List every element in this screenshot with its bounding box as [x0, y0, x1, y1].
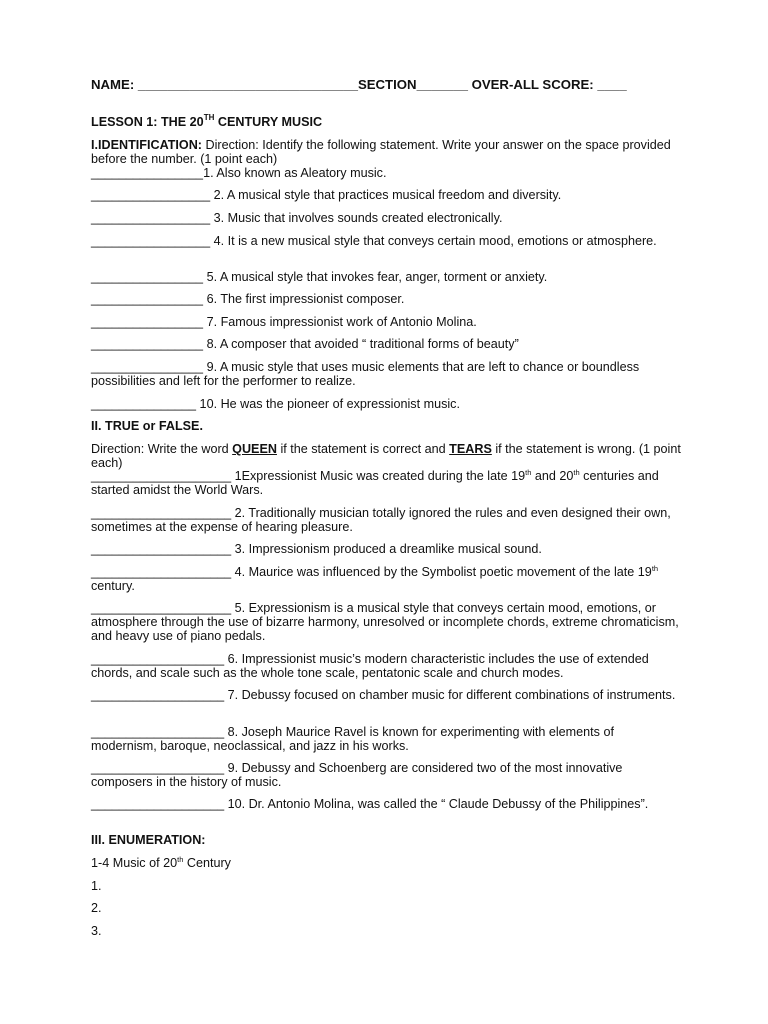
answer-blank: ____________________ [91, 601, 232, 615]
prompt-sup: th [177, 854, 184, 864]
lesson-title [91, 112, 323, 129]
item-text: 4. It is a new musical style that conveys certain mood, emotions or atmosphere. [210, 234, 657, 248]
lesson-title-prefix: LESSON 1: THE 20 [91, 115, 204, 129]
answer-blank: ____________________ [91, 506, 232, 520]
identification-item-7 [91, 315, 681, 329]
enumeration-heading: III. ENUMERATION: [91, 833, 206, 847]
true-false-item-1 [91, 469, 681, 497]
answer-blank: _________________ [91, 234, 211, 248]
true-false-item-4 [91, 565, 681, 593]
item-sup: th [525, 467, 532, 477]
answer-blank: ________________ [91, 292, 204, 306]
answer-blank: ___________________ [91, 688, 225, 702]
identification-direction [91, 138, 681, 166]
direction-text: Direction: Write the word [91, 442, 233, 456]
name-blank: ______________________________ [137, 77, 358, 92]
word-true: QUEEN [232, 442, 277, 456]
answer-blank: ___________________ [91, 761, 225, 775]
identification-item-5 [91, 270, 681, 284]
item-text: 7. Famous impressionist work of Antonio Molina. [203, 315, 477, 329]
answer-blank: _________________ [91, 188, 211, 202]
answer-blank: ________________ [91, 166, 204, 180]
word-false: TEARS [449, 442, 492, 456]
item-text: 6. Impressionist music’s modern characteristic includes the use of extended chords, and scale such as the whole tone scale, pentatonic scale and church modes. [91, 652, 649, 680]
true-false-item-9 [91, 761, 681, 789]
answer-blank: ________________ [91, 360, 204, 374]
identification-item-8 [91, 337, 681, 351]
true-false-item-2 [91, 506, 681, 534]
identification-item-4 [91, 234, 681, 248]
section-blank: _______ [416, 77, 468, 92]
answer-blank: ________________ [91, 337, 204, 351]
item-text: 3. Impressionism produced a dreamlike musical sound. [231, 542, 542, 556]
identification-item-3 [91, 211, 681, 225]
item-text: 1Expressionist Music was created during the late 19 [231, 469, 526, 483]
item-text: 5. A musical style that invokes fear, anger, torment or anxiety. [203, 270, 548, 284]
true-false-item-3 [91, 542, 681, 556]
item-text: 6. The first impressionist composer. [203, 292, 405, 306]
identification-item-6 [91, 292, 681, 306]
true-false-item-10 [91, 797, 681, 811]
answer-blank: ____________________ [91, 542, 232, 556]
item-text: 1. Also known as Aleatory music. [203, 166, 387, 180]
item-text: and 20 [531, 469, 574, 483]
answer-blank: ___________________ [91, 725, 225, 739]
identification-item-2 [91, 188, 681, 202]
item-text: 2. A musical style that practices musical freedom and diversity. [210, 188, 562, 202]
identification-item-9 [91, 360, 681, 388]
name-label: NAME: [91, 77, 135, 92]
answer-blank: ________________ [91, 315, 204, 329]
item-text: centuries and started amidst the World Wars. [91, 469, 659, 497]
lesson-title-suffix: CENTURY MUSIC [214, 115, 323, 129]
true-false-item-7 [91, 688, 681, 702]
item-text: 3. Music that involves sounds created electronically. [210, 211, 503, 225]
item-sup: th [651, 563, 659, 573]
answer-blank: ____________________ [91, 565, 232, 579]
enumeration-line-2: 2. [91, 901, 102, 915]
direction-text: if the statement is correct and [276, 442, 450, 456]
item-text: 5. Expressionism is a musical style that conveys certain mood, emotions, or atmosphere through the use of bizarre harmony, unresolved or incomplete chords, extreme chromaticism, and heavy use of piano pedals. [91, 601, 679, 643]
item-text: 7. Debussy focused on chamber music for different combinations of instruments. [224, 688, 676, 702]
item-text: 8. Joseph Maurice Ravel is known for experimenting with elements of modernism, baroque, neoclassical, and jazz in his works. [91, 725, 614, 753]
true-false-item-5 [91, 601, 681, 643]
identification-direction-text: Direction: Identify the following statement. Write your answer on the space provided before the number. (1 point each) [91, 138, 671, 166]
identification-item-1 [91, 166, 681, 180]
lesson-title-sup: TH [203, 112, 215, 122]
item-text: 2. Traditionally musician totally ignored the rules and even designed their own, sometimes at the expense of hearing pleasure. [91, 506, 671, 534]
prompt-text: 1-4 Music of 20 [91, 856, 178, 870]
identification-heading: I.IDENTIFICATION: [91, 138, 203, 152]
item-sup: th [573, 467, 580, 477]
score-blank: ____ [597, 77, 627, 92]
item-text: century. [91, 579, 135, 593]
item-text: 9. A music style that uses music elements that are left to chance or boundless possibilities and left for the performer to realize. [91, 360, 640, 388]
true-false-item-8 [91, 725, 681, 753]
true-false-direction [91, 442, 681, 470]
answer-blank: ___________________ [91, 797, 225, 811]
true-false-item-6 [91, 652, 681, 680]
score-label: OVER-ALL SCORE: [471, 77, 594, 92]
prompt-text: Century [183, 856, 231, 870]
item-text: 4. Maurice was influenced by the Symbolist poetic movement of the late 19 [231, 565, 652, 579]
header-line [91, 78, 731, 92]
answer-blank: ____________________ [91, 469, 232, 483]
answer-blank: ________________ [91, 270, 204, 284]
enumeration-prompt [91, 856, 681, 870]
enumeration-line-3: 3. [91, 924, 102, 938]
identification-item-10 [91, 397, 681, 411]
item-text: 8. A composer that avoided “ traditional forms of beauty” [203, 337, 519, 351]
answer-blank: _________________ [91, 211, 211, 225]
answer-blank: ___________________ [91, 652, 225, 666]
answer-blank: _______________ [91, 397, 197, 411]
enumeration-line-1: 1. [91, 879, 102, 893]
true-false-heading: II. TRUE or FALSE. [91, 419, 203, 433]
item-text: 9. Debussy and Schoenberg are considered two of the most innovative composers in the history of music. [91, 761, 623, 789]
item-text: 10. Dr. Antonio Molina, was called the “ Claude Debussy of the Philippines”. [224, 797, 649, 811]
item-text: 10. He was the pioneer of expressionist music. [196, 397, 460, 411]
direction-text: if the statement is wrong. (1 point each) [91, 442, 681, 470]
section-label: SECTION [357, 77, 417, 92]
